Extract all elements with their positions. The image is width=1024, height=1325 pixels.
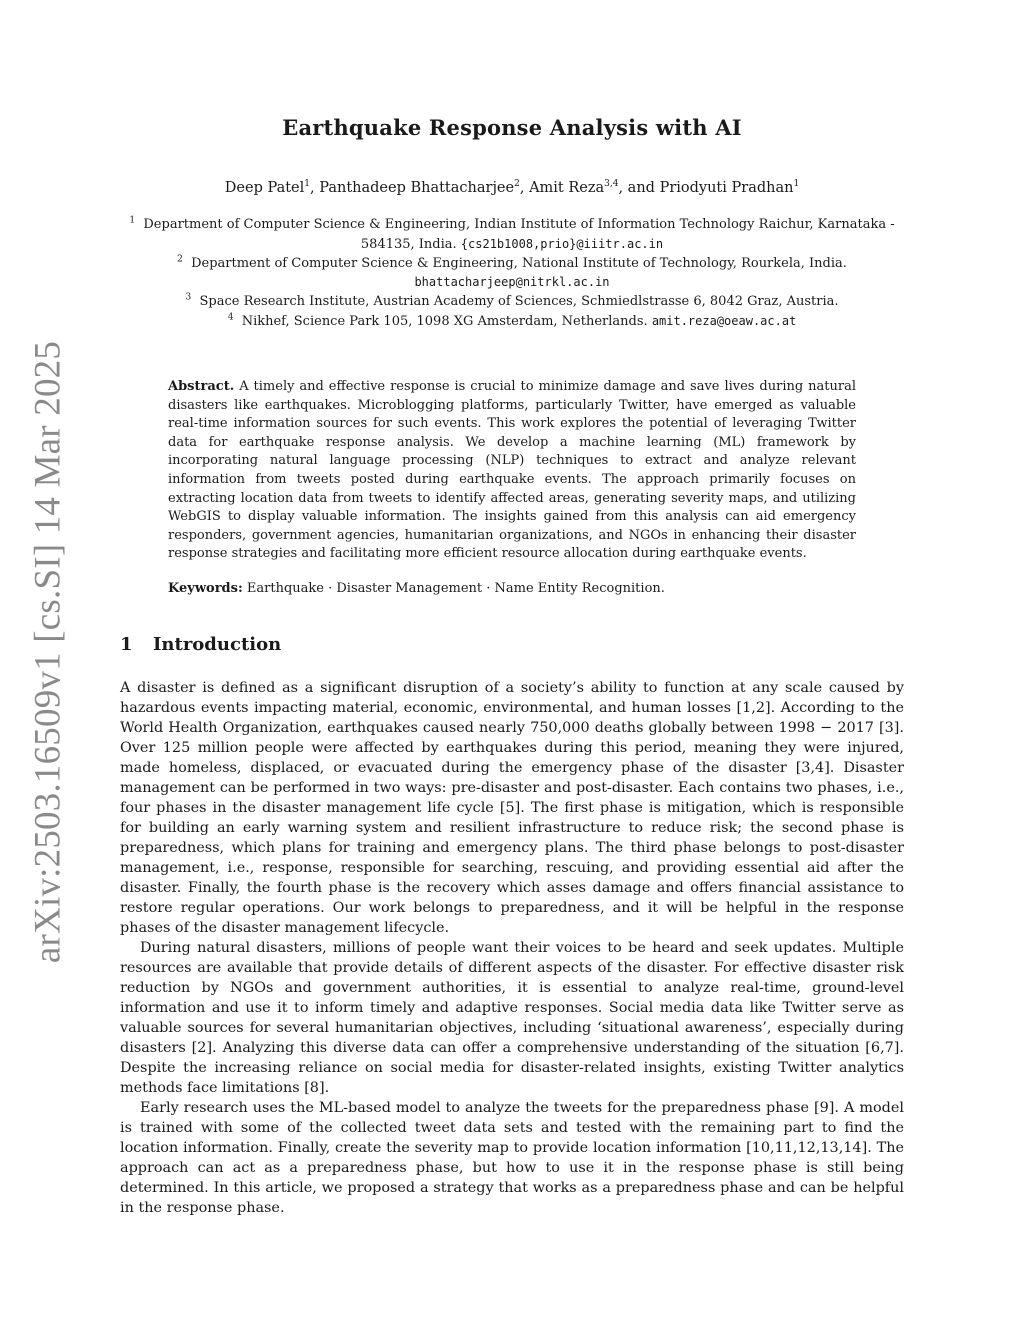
affiliation-text: Nikhef, Science Park 105, 1098 XG Amsterdam, Netherlands. xyxy=(241,313,648,329)
author-name: Panthadeep Bhattacharjee xyxy=(319,180,515,196)
author-affiliation-mark: 2 xyxy=(514,179,520,190)
affiliation-number: 1 xyxy=(129,215,136,226)
arxiv-identifier: arXiv:2503.16509v1 [cs.SI] 14 Mar 2025 xyxy=(27,340,69,964)
affiliation-4 xyxy=(120,312,904,332)
body-paragraph: During natural disasters, millions of people want their voices to be heard and seek updates. Multiple resources are available that provide details of different aspects of the disaster. For effective disaster risk reduction by NGOs and government authorities, it is essential to analyze real-time, ground-level information and use it to inform timely and adaptive responses. Social media data like Twitter serve as valuable sources for several humanitarian objectives, including ‘situational awareness’, especially during disasters [2]. Analyzing this diverse data can offer a comprehensive understanding of the situation [6,7]. Despite the increasing reliance on social media for disaster-related insights, existing Twitter analytics methods face limitations [8]. xyxy=(120,940,904,1096)
author-separator: , xyxy=(519,180,530,196)
email-address: bhattacharjeep@nitrkl.ac.in xyxy=(414,275,610,290)
affiliation-3 xyxy=(120,293,904,312)
keywords-label: Keywords: xyxy=(168,581,243,596)
author-affiliation-mark: 1 xyxy=(793,179,800,190)
section-title: Introduction xyxy=(153,634,282,655)
keywords xyxy=(168,580,856,599)
affiliation-text: Department of Computer Science & Engineering, Indian Institute of Information Technology Raichur, Karnataka - 584135, India. xyxy=(143,217,895,252)
affiliation-text: Department of Computer Science & Engineering, National Institute of Technology, Rourkela, India. xyxy=(191,255,847,271)
email-address: amit.reza@oeaw.ac.at xyxy=(651,313,797,328)
abstract xyxy=(168,378,856,564)
author-list xyxy=(120,180,904,196)
author-name: Deep Patel xyxy=(224,180,305,196)
affiliation-number: 3 xyxy=(185,292,192,303)
author-affiliation-mark: 3,4 xyxy=(604,179,619,190)
affiliation-2 xyxy=(120,255,904,294)
author-affiliation-mark: 1 xyxy=(304,179,311,190)
section-heading xyxy=(120,634,281,655)
abstract-label: Abstract. xyxy=(168,379,235,394)
author-separator: , and xyxy=(618,180,660,196)
section-body xyxy=(120,678,904,1218)
abstract-text: A timely and effective response is crucial to minimize damage and save lives during natural disasters like earthquakes. Microblogging platforms, particularly Twitter, have emerged as valuable real-time information sources for such events. This work explores the potential of leveraging Twitter data for earthquake response analysis. We develop a machine learning (ML) framework by incorporating natural language processing (NLP) techniques to extract and analyze relevant information from tweets posted during earthquake events. The approach primarily focuses on extracting location data from tweets to identify affected areas, generating severity maps, and utilizing WebGIS to display valuable information. The insights gained from this analysis can aid emergency responders, government agencies, humanitarian organizations, and NGOs in enhancing their disaster response strategies and facilitating more efficient resource allocation during earthquake events. xyxy=(168,379,856,562)
keywords-text: Earthquake · Disaster Management · Name Entity Recognition. xyxy=(246,581,665,596)
email-address: {cs21b1008,prio}@iiitr.ac.in xyxy=(460,236,664,251)
affiliation-number: 2 xyxy=(177,254,183,265)
author-name: Priodyuti Pradhan xyxy=(659,180,794,196)
paper-title: Earthquake Response Analysis with AI xyxy=(282,115,742,140)
affiliations xyxy=(120,216,904,332)
author-separator: , xyxy=(310,180,320,196)
body-paragraph: A disaster is defined as a significant disruption of a society’s ability to function at any scale caused by hazardous events impacting material, economic, environmental, and human losses [1,2]. According to the World Health Organization, earthquakes caused nearly 750,000 deaths globally between 1998 − 2017 [3]. Over 125 million people were affected by earthquakes during this period, meaning they were injured, made homeless, displaced, or evacuated during the emergency phase of the disaster [3,4]. Disaster management can be performed in two ways: pre-disaster and post-disaster. Each contains two phases, i.e., four phases in the disaster management life cycle [5]. The first phase is mitigation, which is responsible for building an early warning system and resilient infrastructure to reduce risk; the second phase is preparedness, which plans for training and emergency plans. The third phase belongs to post-disaster management, i.e., response, responsible for searching, rescuing, and providing essential aid after the disaster. Finally, the fourth phase is the recovery which asses damage and offers financial assistance to restore regular operations. Our work belongs to preparedness, and it will be helpful in the response phases of the disaster management lifecycle. xyxy=(120,680,904,936)
affiliation-number: 4 xyxy=(227,312,234,323)
section-number: 1 xyxy=(120,634,133,655)
author-name: Amit Reza xyxy=(529,180,605,196)
affiliation-text: Space Research Institute, Austrian Academy of Sciences, Schmiedlstrasse 6, 8042 Graz, Austria. xyxy=(199,294,839,310)
affiliation-1 xyxy=(120,216,904,255)
body-paragraph: Early research uses the ML-based model to analyze the tweets for the preparedness phase [9]. A model is trained with some of the collected tweet data sets and tested with the remaining part to find the location information. Finally, create the severity map to provide location information [10,11,12,13,14]. The approach can act as a preparedness phase, but how to use it in the response phase is still being determined. In this article, we proposed a strategy that works as a preparedness phase and can be helpful in the response phase. xyxy=(120,1100,904,1216)
